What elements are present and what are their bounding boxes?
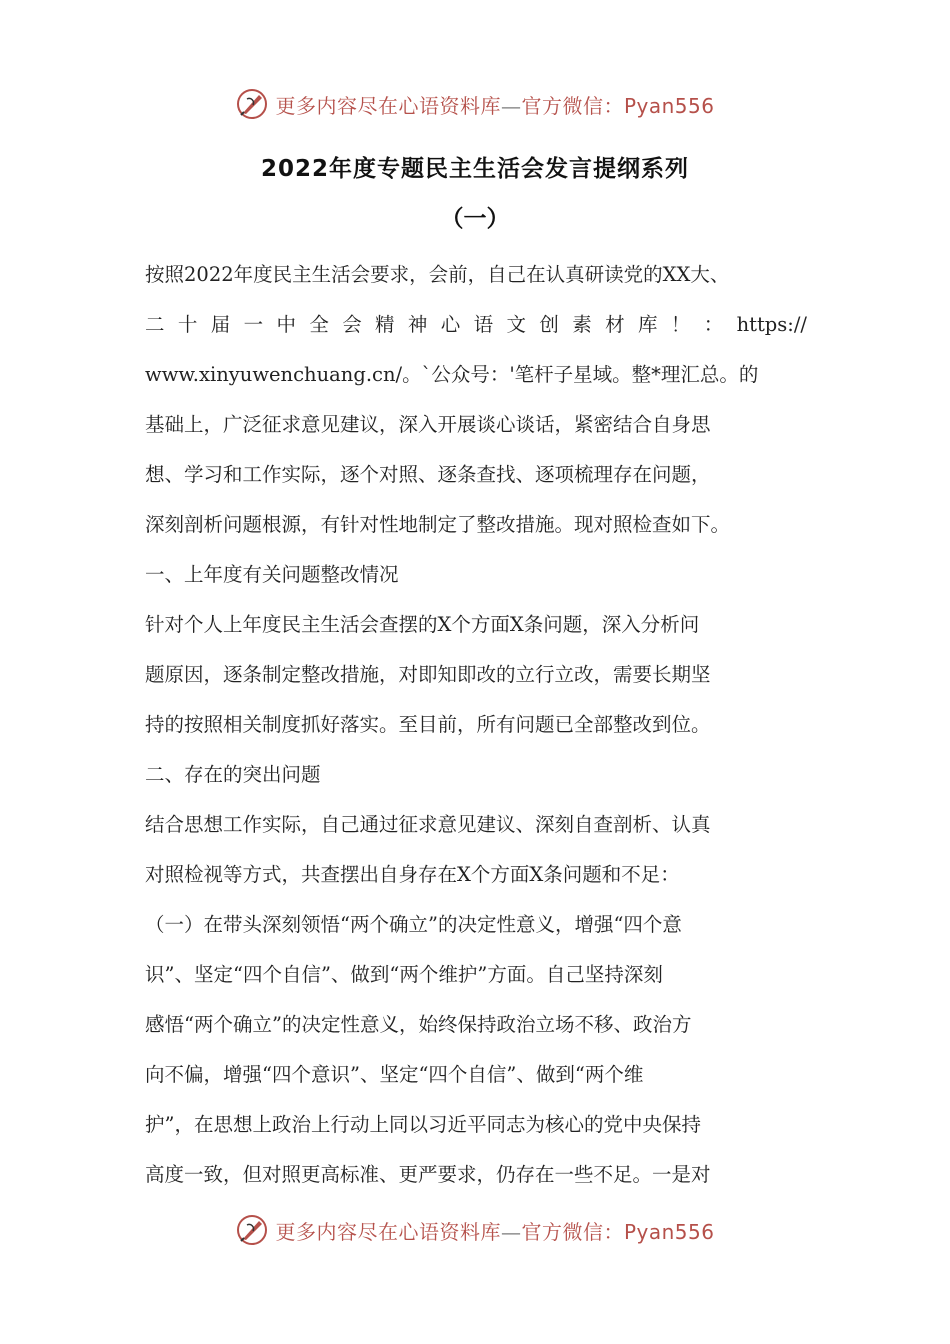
body-line: 题原因，逐条制定整改措施，对即知即改的立行立改，需要长期坚 xyxy=(145,663,711,686)
body-line: 感悟“两个确立”的决定性意义，始终保持政治立场不移、政治方 xyxy=(145,1013,692,1036)
document-title: 2022年度专题民主生活会发言提纲系列 xyxy=(260,156,689,182)
watermark-main-text: 更多内容尽在心语资料库 xyxy=(275,93,501,118)
document-subtitle: （一） xyxy=(440,206,510,232)
body-line: （一）在带头深刻领悟“两个确立”的决定性意义，增强“四个意 xyxy=(145,913,682,936)
body-line: 护”，在思想上政治上行动上同以习近平同志为核心的党中央保持 xyxy=(145,1113,701,1136)
body-line: www.xinyuwenchuang.cn/。`公众号：'笔杆子星域。整*理汇总。的 xyxy=(145,363,759,386)
body-line: 持的按照相关制度抓好落实。至目前，所有问题已全部整改到位。 xyxy=(145,713,711,736)
footer-watermark-banner xyxy=(0,1208,950,1252)
body-line: 深刻剖析问题根源，有针对性地制定了整改措施。现对照检查如下。 xyxy=(145,513,731,536)
body-line: 按照2022年度民主生活会要求，会前，自己在认真研读党的XX大、 xyxy=(145,263,730,286)
watermark-separator: — xyxy=(500,93,522,118)
body-line: 结合思想工作实际，自己通过征求意见建议、深刻自查剖析、认真 xyxy=(145,813,711,836)
body-line: 对照检视等方式，共查摆出自身存在X个方面X条问题和不足： xyxy=(145,863,680,886)
watermark-main-text: 更多内容尽在心语资料库 xyxy=(275,1219,501,1244)
watermark-text xyxy=(275,1216,714,1245)
watermark-separator: — xyxy=(500,1219,522,1244)
body-line: 基础上，广泛征求意见建议，深入开展谈心谈话，紧密结合自身思 xyxy=(145,413,711,436)
body-line: 高度一致，但对照更高标准、更严要求，仍存在一些不足。一是对 xyxy=(145,1163,711,1186)
watermark-contact: 官方微信：Pyan556 xyxy=(521,1219,715,1244)
header-watermark-banner xyxy=(0,82,950,126)
quill-pen-logo-icon xyxy=(235,1213,269,1247)
quill-pen-logo-icon xyxy=(235,87,269,121)
body-line: 二十届一中全会精神心语文创素材库！：https:// xyxy=(145,313,807,336)
body-line: 针对个人上年度民主生活会查摆的X个方面X条问题，深入分析问 xyxy=(145,613,700,636)
body-line: 想、学习和工作实际，逐个对照、逐条查找、逐项梳理存在问题， xyxy=(145,463,711,486)
body-line: 识”、坚定“四个自信”、做到“两个维护”方面。自己坚持深刻 xyxy=(145,963,663,986)
section-heading: 一、上年度有关问题整改情况 xyxy=(145,563,399,586)
body-line: 向不偏，增强“四个意识”、坚定“四个自信”、做到“两个维 xyxy=(145,1063,644,1086)
watermark-contact: 官方微信：Pyan556 xyxy=(521,93,715,118)
document-body xyxy=(145,250,807,1200)
watermark-text xyxy=(275,90,714,119)
section-heading: 二、存在的突出问题 xyxy=(145,763,321,786)
